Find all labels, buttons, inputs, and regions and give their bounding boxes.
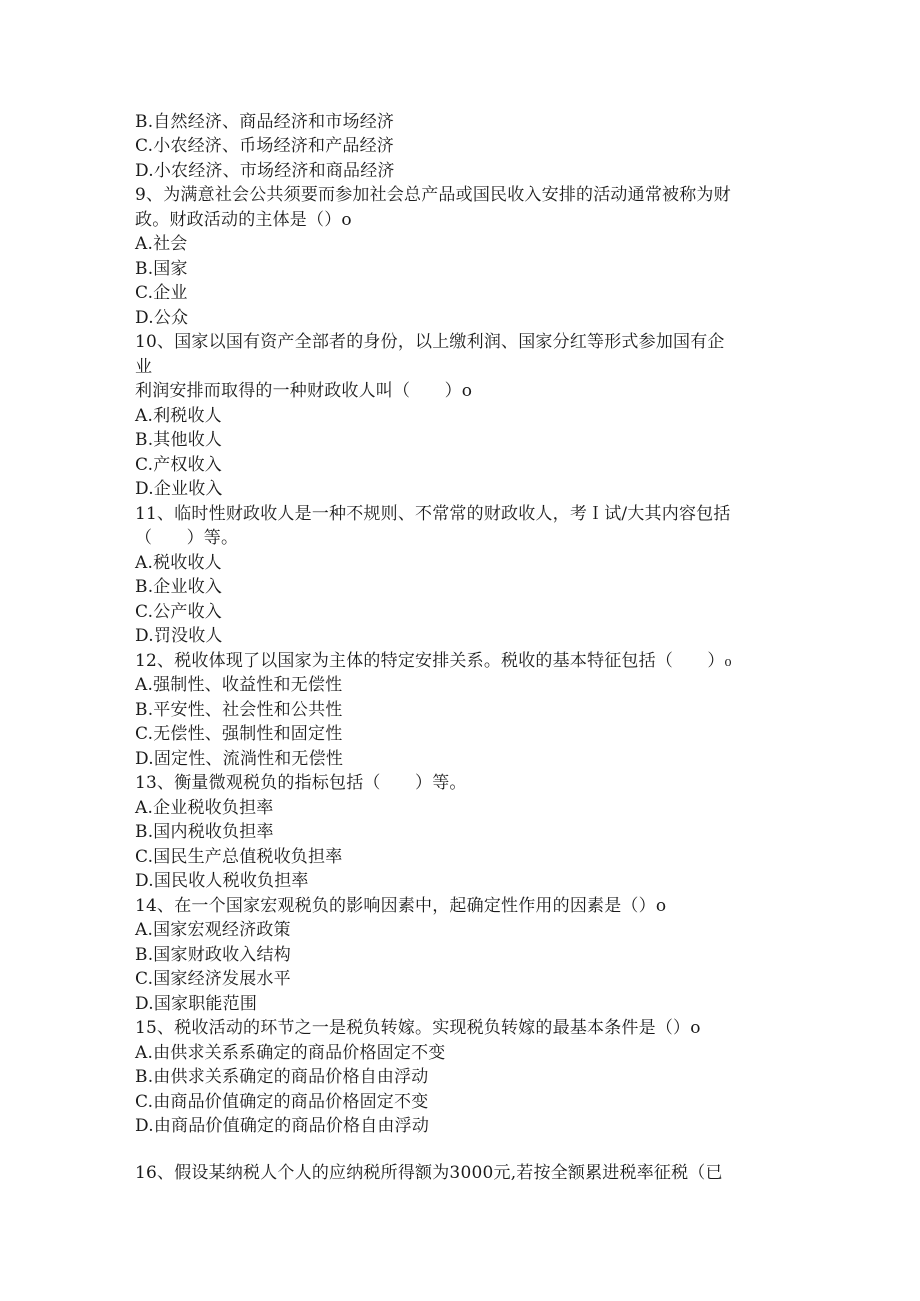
option-line: D.国民收人税收负担率 bbox=[135, 871, 309, 891]
option-line: A.税收收人 bbox=[135, 553, 222, 573]
option-line: A.利税收人 bbox=[135, 406, 222, 426]
option-line: C.公产收入 bbox=[135, 602, 223, 622]
option-line: A.企业税收负担率 bbox=[135, 798, 274, 818]
option-line: C.产权收入 bbox=[135, 455, 223, 475]
option-line: C.国民生产总值税收负担率 bbox=[135, 847, 343, 867]
question-15-stem: 15、税收活动的环节之一是税负转嫁。实现税负转嫁的最基本条件是（）o bbox=[135, 1018, 701, 1038]
option-line: A.社会 bbox=[135, 234, 188, 254]
option-line: B.国内税收负担率 bbox=[135, 822, 274, 842]
option-line: A.国家宏观经济政策 bbox=[135, 920, 291, 940]
option-line: B.国家 bbox=[135, 259, 188, 279]
question-16-stem: 16、假设某纳税人个人的应纳税所得额为3000元,若按全额累进税率征税（已 bbox=[135, 1163, 723, 1183]
option-line: D.小农经济、市场经济和商品经济 bbox=[135, 161, 395, 181]
option-line: C.国家经济发展水平 bbox=[135, 969, 291, 989]
option-line: C.企业 bbox=[135, 283, 188, 303]
option-line: D.由商品价值确定的商品价格自由浮动 bbox=[135, 1116, 430, 1136]
option-line: B.国家财政收入结构 bbox=[135, 945, 291, 965]
option-line: B.自然经济、商品经济和市场经济 bbox=[135, 112, 395, 132]
question-13-stem: 13、衡量微观税负的指标包括（ ）等。 bbox=[135, 773, 467, 793]
question-10-stem: 业 bbox=[135, 357, 153, 377]
question-11-stem: （ ）等。 bbox=[135, 528, 239, 548]
question-11-stem: 11、临时性财政收人是一种不规则、不常常的财政收人，考Ｉ试/大其内容包括 bbox=[135, 504, 731, 524]
option-line: A.强制性、收益性和无偿性 bbox=[135, 675, 343, 695]
option-line: A.由供求关系系确定的商品价格固定不变 bbox=[135, 1043, 446, 1063]
option-line: D.公众 bbox=[135, 308, 189, 328]
option-line: B.其他收人 bbox=[135, 430, 223, 450]
option-line: D.罚没收人 bbox=[135, 626, 223, 646]
option-line: D.国家职能范围 bbox=[135, 994, 258, 1014]
option-line: B.平安性、社会性和公共性 bbox=[135, 700, 343, 720]
question-12-stem: 12、税收体现了以国家为主体的特定安排关系。税收的基本特征包括（ ）₀ bbox=[135, 651, 732, 671]
question-9-stem: 政。财政活动的主体是（）o bbox=[135, 210, 352, 230]
question-14-stem: 14、在一个国家宏观税负的影响因素中，起确定性作用的因素是（）o bbox=[135, 896, 667, 916]
option-line: B.企业收入 bbox=[135, 577, 223, 597]
option-line: D.固定性、流淌性和无偿性 bbox=[135, 749, 344, 769]
option-line: C.小农经济、币场经济和产品经济 bbox=[135, 136, 395, 156]
question-10-stem: 10、国家以国有资产全部者的身份，以上缴利润、国家分红等形式参加国有企 bbox=[135, 332, 725, 352]
option-line: D.企业收入 bbox=[135, 479, 223, 499]
option-line: C.无偿性、强制性和固定性 bbox=[135, 724, 343, 744]
question-9-stem: 9、为满意社会公共须要而参加社会总产品或国民收入安排的活动通常被称为财 bbox=[135, 185, 731, 205]
question-10-stem: 利润安排而取得的一种财政收人叫（ ）o bbox=[135, 381, 473, 401]
option-line: C.由商品价值确定的商品价格固定不变 bbox=[135, 1092, 429, 1112]
option-line: B.由供求关系确定的商品价格自由浮动 bbox=[135, 1067, 429, 1087]
